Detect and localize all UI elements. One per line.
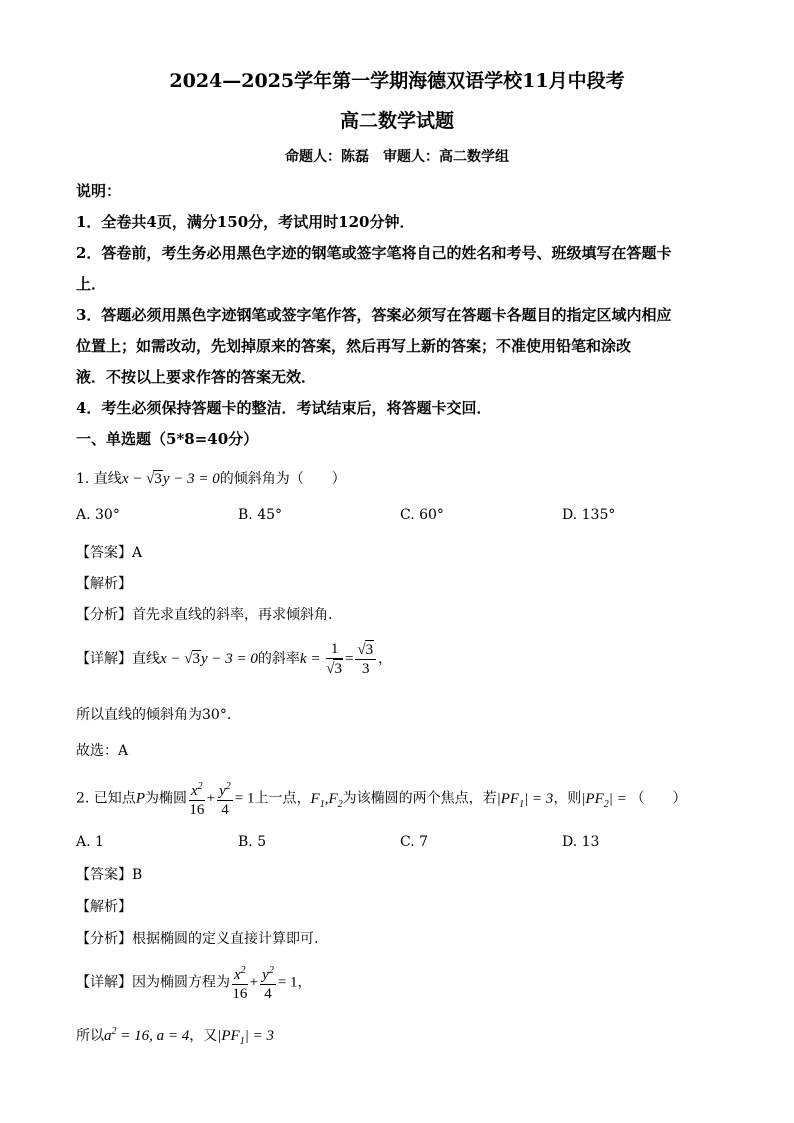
instruction-rule-4: 4．考生必须保持答题卡的整洁．考试结束后，将答题卡交回． (76, 399, 492, 417)
q2-option-b: B. 5 (238, 834, 267, 850)
q1-slope-fraction-1: $\frac{1}{√3}$ (326, 641, 342, 677)
q2-foci: $F_1,F_2$ (310, 790, 343, 810)
q1-detail-prefix: 直线 (132, 651, 160, 667)
q2-analysis-text: 根据椭圆的定义直接计算即可. (132, 931, 319, 947)
q1-option-c: C. 60° (400, 507, 444, 523)
q1-detail: 【详解】直线x − √3y − 3 = 0的斜率k = $\frac{1}{√3}$ = $\frac{√3}{3}$ ， (76, 641, 393, 677)
q1-equation: x − √3y − 3 = 0 (121, 471, 220, 487)
q2-detail-tag: 【详解】 (76, 974, 132, 991)
instruction-rule-3b: 位置上；如需改动，先划掉原来的答案，然后再写上新的答案；不准使用铅笔和涂改 (76, 337, 632, 355)
q1-choose: 故选：A (76, 743, 129, 759)
instructions-heading: 说明： (76, 182, 122, 200)
q2-so-mid: ，又 (189, 1028, 218, 1044)
q2-text-foci: 为该椭圆的两个焦点，若 (342, 790, 497, 807)
q1-analysis (76, 604, 332, 624)
exam-title: 2024—2025学年第一学期海德双语学校11月中段考 (169, 70, 625, 92)
instruction-rule-2a: 2．答卷前，考生务必用黑色字迹的钢笔或签字笔将自己的姓名和考号、班级填写在答题卡 (76, 244, 672, 262)
q2-ellipse-y-term: $\frac{y^2}{4}$ (217, 778, 233, 819)
q1-slope-k: k = (299, 651, 325, 667)
q1-conclusion: 所以直线的倾斜角为30°. (76, 707, 232, 723)
q1-equals: = (344, 651, 354, 667)
q2-detail: 【详解】因为椭圆方程为 $\frac{x^2}{16}$ + $\frac{y^2}{4}$ = 1， (76, 962, 312, 1003)
q1-answer (76, 542, 142, 562)
q1-answer-value: A (132, 545, 143, 561)
q1-jiexi: 【解析】 (76, 576, 132, 592)
question-1-stem (76, 468, 346, 488)
q2-option-a: A. 1 (76, 834, 104, 850)
exam-subtitle: 高二数学试题 (339, 110, 454, 132)
q2-detail-y-term: $\frac{y^2}{4}$ (260, 962, 276, 1003)
q2-detail-prefix: 因为椭圆方程为 (132, 974, 230, 991)
q1-option-d: D. 135° (562, 507, 616, 523)
q2-so (76, 1025, 274, 1047)
q1-option-b: B. 45° (238, 507, 283, 523)
q1-analysis-tag: 【分析】 (76, 607, 132, 623)
q2-point-p: P (135, 790, 145, 807)
section-heading: 一、单选题（5*8=40分） (76, 430, 259, 448)
instruction-rule-2b: 上． (76, 275, 107, 293)
q2-text-on: 上一点， (254, 790, 311, 807)
instruction-rule-1: 1．全卷共4页，满分150分，考试用时120分钟． (76, 213, 415, 231)
q2-text-ellipse: 为椭圆 (144, 790, 187, 807)
q2-pf1-given: $|PF_1| = 3$ (217, 1028, 274, 1047)
q1-analysis-text: 首先求直线的斜率，再求倾斜角. (132, 607, 333, 623)
q1-detail-tag: 【详解】 (76, 651, 132, 667)
q2-ellipse-x-term: $\frac{x^2}{16}$ (189, 778, 205, 819)
q2-answer-value: B (132, 867, 143, 883)
q2-a-values: $a^2 = 16$, a = 4 (104, 1026, 190, 1044)
q1-suffix: 的倾斜角为（ ） (219, 471, 346, 487)
q2-text-then: ，则 (553, 790, 582, 807)
q2-text-blank: （ ） (630, 790, 687, 807)
q2-so-prefix: 所以 (76, 1028, 104, 1044)
q1-detail-mid: 的斜率 (257, 651, 300, 667)
instruction-rule-3a: 3．答题必须用黑色字迹钢笔或签字笔作答，答案必须写在答题卡各题目的指定区域内相应 (76, 306, 672, 324)
q1-slope-fraction-2: $\frac{√3}{3}$ (355, 640, 376, 678)
q2-answer-tag: 【答案】 (76, 867, 132, 883)
question-2-stem: 2. 已知点P为椭圆 $\frac{x^2}{16}$ + $\frac{y^2}{4}$ = 1上一点，$F_1,F_2$为该椭圆的两个焦点，若$|PF_1| = 3$，则$|PF_2|$ = （ ） (76, 778, 687, 819)
exam-authors: 命题人：陈磊 审题人：高二数学组 (285, 149, 509, 165)
q2-option-d: D. 13 (562, 834, 600, 850)
q2-detail-x-term: $\frac{x^2}{16}$ (232, 962, 248, 1003)
q2-pf2: $|PF_2|$ = (581, 790, 631, 810)
q1-option-a: A. 30° (76, 507, 120, 523)
q2-option-c: C. 7 (400, 834, 429, 850)
q1-answer-tag: 【答案】 (76, 545, 132, 561)
q1-prefix: 1. 直线 (76, 471, 122, 487)
q2-prefix: 2. 已知点 (76, 790, 136, 807)
q2-jiexi: 【解析】 (76, 899, 132, 915)
q2-pf1: $|PF_1| = 3$ (496, 790, 554, 810)
q2-analysis-tag: 【分析】 (76, 931, 132, 947)
q1-detail-equation: x − √3y − 3 = 0 (160, 651, 258, 667)
q2-analysis (76, 928, 318, 948)
q2-answer (76, 864, 142, 884)
instruction-rule-3c: 液．不按以上要求作答的答案无效． (76, 368, 317, 386)
